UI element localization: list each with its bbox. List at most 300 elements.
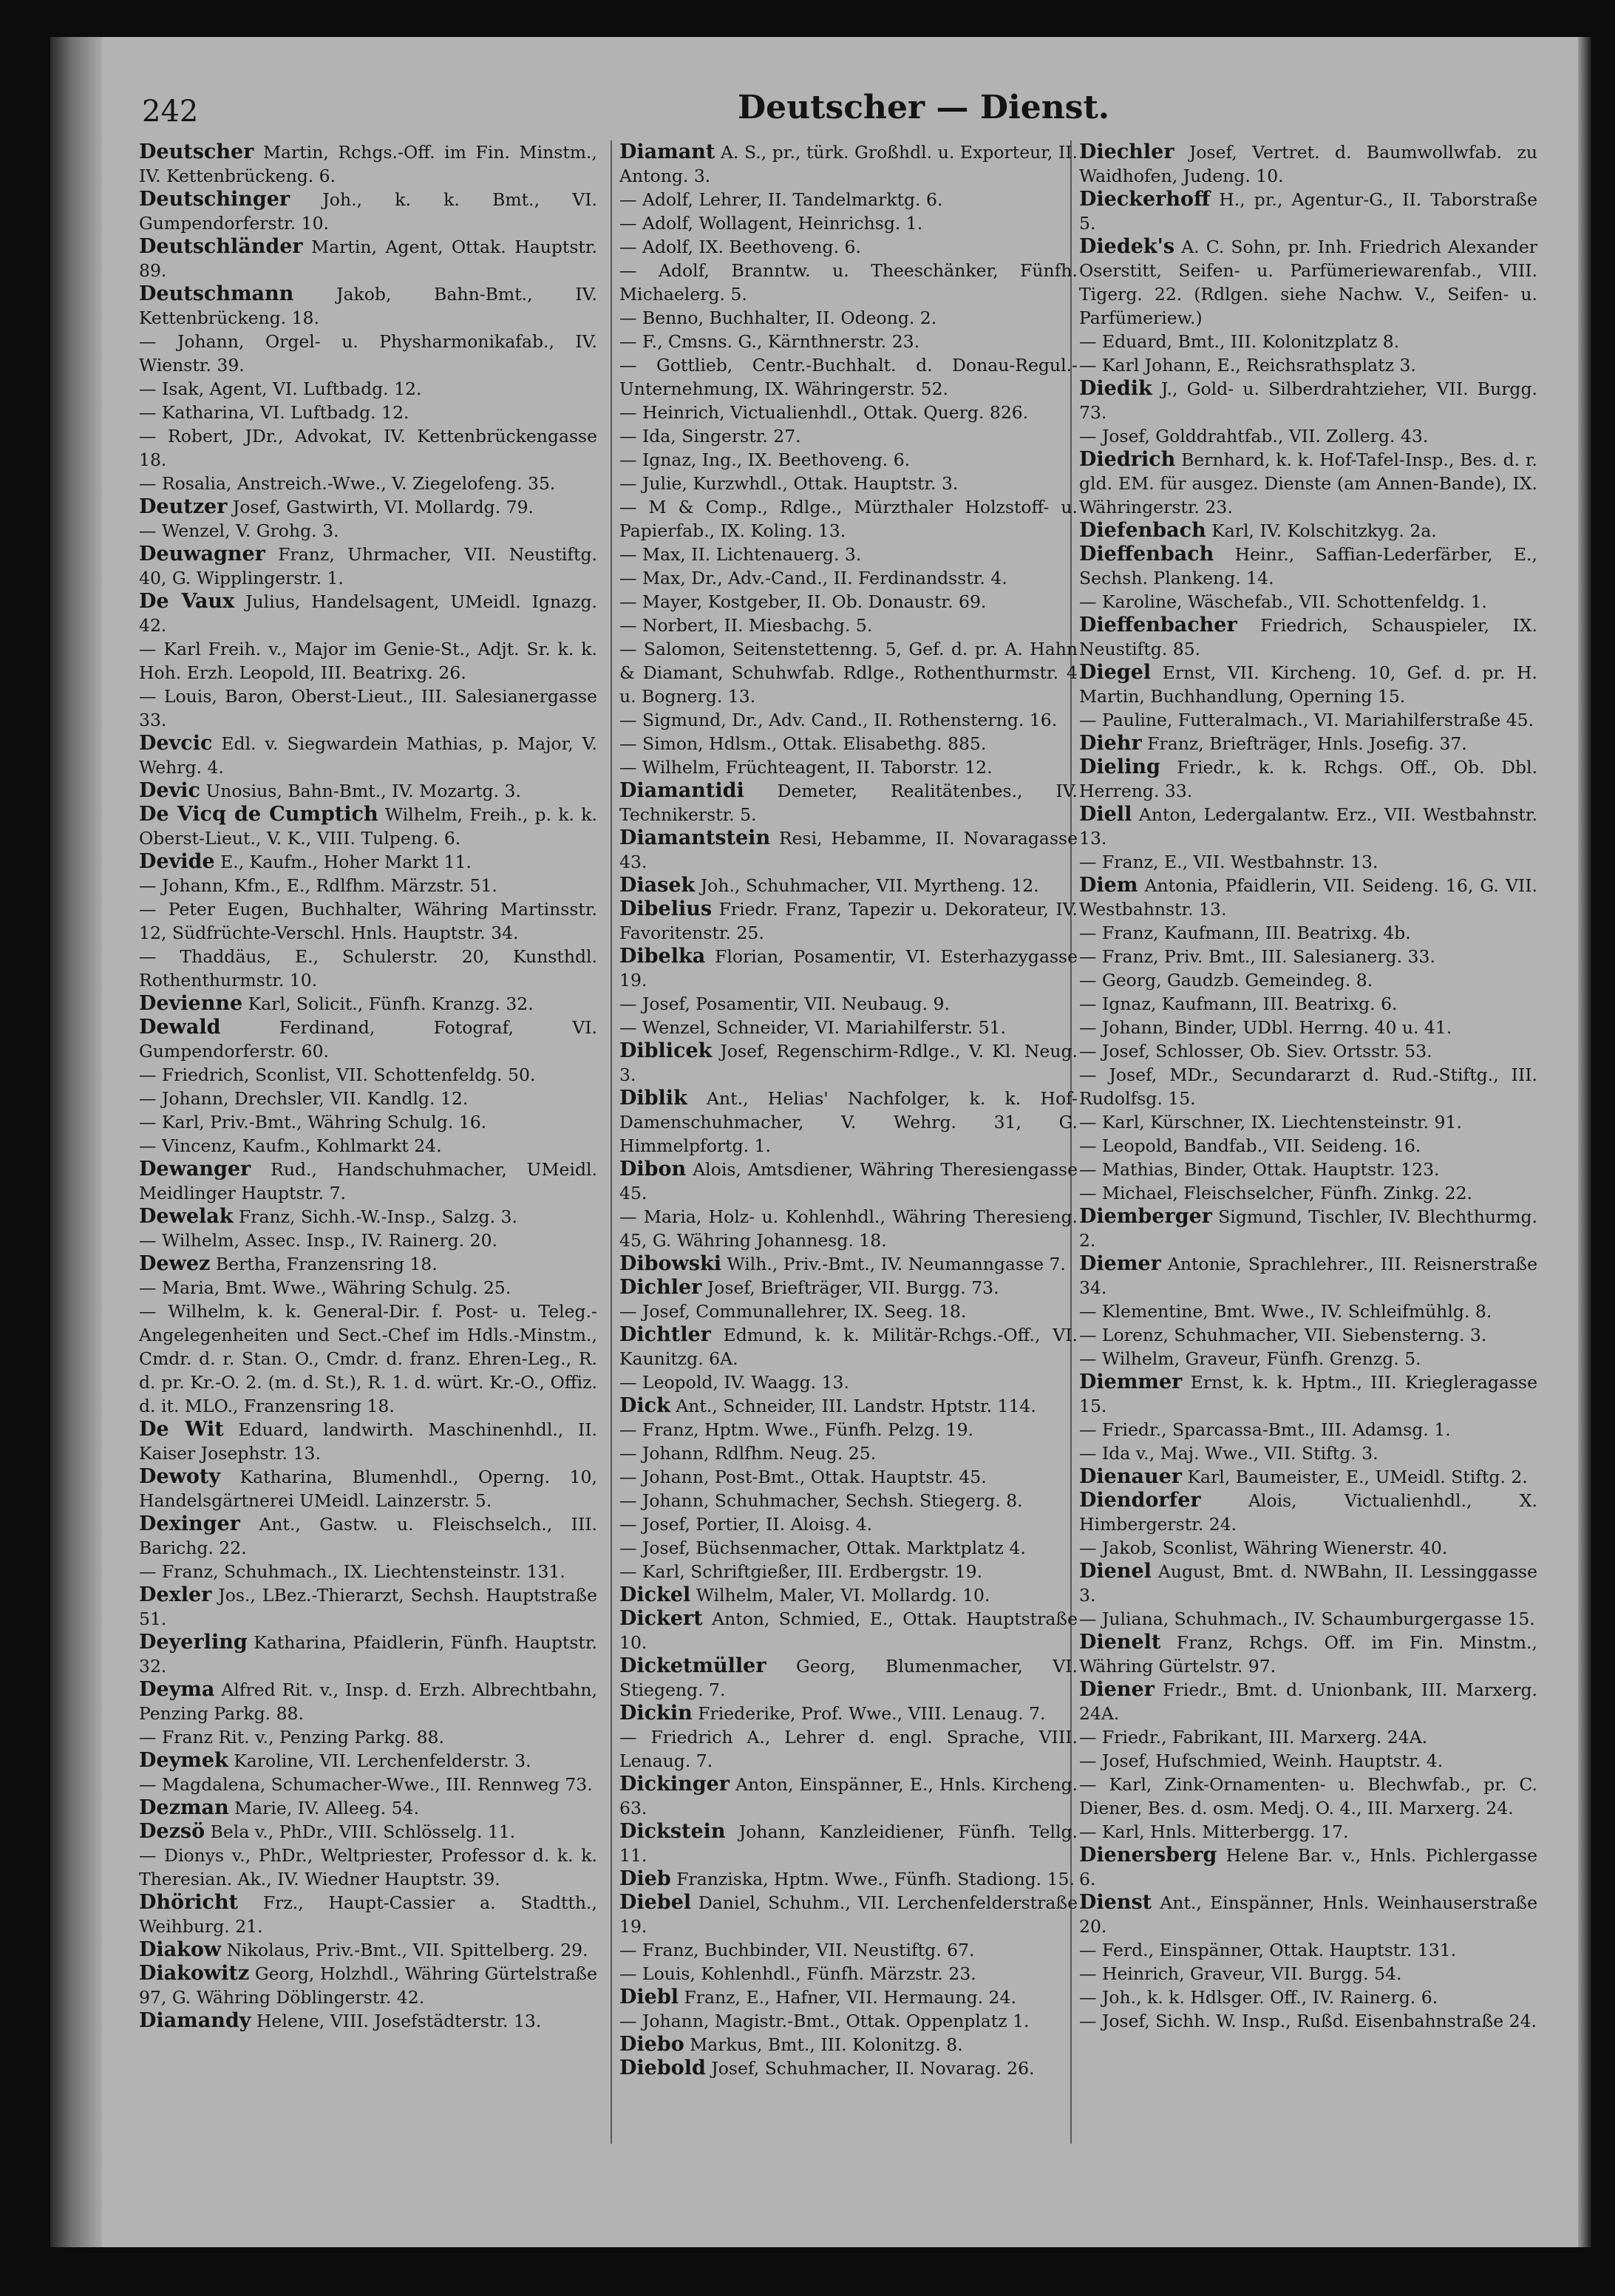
entry-details: Unosius, Bahn-Bmt., IV. Mozartg. 3. bbox=[205, 781, 521, 801]
entry-details: — Josef, Golddrahtfab., VII. Zollerg. 43. bbox=[1079, 426, 1429, 446]
entry-surname: Dienersberg bbox=[1079, 1844, 1217, 1867]
directory-entry bbox=[139, 1465, 597, 1512]
entry-surname: Diemberger bbox=[1079, 1205, 1212, 1228]
entry-surname: Diemer bbox=[1079, 1252, 1161, 1275]
entry-surname: Dibelius bbox=[619, 897, 713, 920]
entry-details: Ferdinand, Fotograf, VI. Gumpendorferstr. 60. bbox=[139, 1017, 597, 1062]
directory-entry bbox=[619, 1867, 1078, 1891]
entry-surname: Dieling bbox=[1079, 755, 1160, 778]
entry-details: Alois, Amtsdiener, Währing Theresiengasse 45. bbox=[619, 1159, 1078, 1203]
entry-details: — Adolf, IX. Beethoveng. 6. bbox=[619, 237, 861, 257]
directory-entry bbox=[619, 732, 1078, 755]
entry-surname: Dewoty bbox=[139, 1465, 221, 1488]
entry-details: Karl, Solicit., Fünfh. Kranzg. 32. bbox=[248, 994, 534, 1014]
directory-entry bbox=[619, 1323, 1078, 1371]
entry-details: — Louis, Kohlenhdl., Fünfh. Märzstr. 23. bbox=[619, 1963, 976, 1984]
entry-details: Daniel, Schuhm., VII. Lerchenfelderstraße 19. bbox=[619, 1892, 1078, 1937]
entry-details: Wilhelm, Maler, VI. Mollardg. 10. bbox=[696, 1585, 990, 1606]
running-title: Deutscher — Dienst. bbox=[738, 89, 1110, 126]
directory-entry bbox=[1079, 921, 1537, 945]
entry-details: — Franz, Schuhmach., IX. Liechtensteinstr. 131. bbox=[139, 1561, 565, 1582]
directory-entry bbox=[1079, 188, 1537, 235]
entry-surname: Devienne bbox=[139, 992, 243, 1015]
directory-entry bbox=[1079, 755, 1537, 803]
directory-entry bbox=[619, 566, 1078, 590]
directory-entry bbox=[619, 1371, 1078, 1394]
directory-entry bbox=[139, 282, 597, 330]
directory-entry bbox=[1079, 1158, 1537, 1181]
entry-details: — Franz, Hptm. Wwe., Fünfh. Pelzg. 19. bbox=[619, 1419, 974, 1440]
entry-details: Eduard, landwirth. Maschinenhdl., II. Kaiser Josephstr. 13. bbox=[139, 1419, 597, 1464]
directory-entry bbox=[139, 1418, 597, 1465]
entry-surname: Dewelak bbox=[139, 1205, 234, 1228]
entry-surname: Dexler bbox=[139, 1583, 212, 1606]
entry-details: — Karl, Zink-Ornamenten- u. Blechwfab., pr. C. Diener, Bes. d. osm. Medj. O. 4., III. Marxerg. 24. bbox=[1079, 1774, 1537, 1818]
directory-entry bbox=[619, 1607, 1078, 1654]
entry-details: — Maria, Bmt. Wwe., Währing Schulg. 25. bbox=[139, 1277, 511, 1298]
directory-entry bbox=[139, 1560, 597, 1583]
entry-surname: Dichler bbox=[619, 1276, 702, 1299]
directory-entry bbox=[1079, 1560, 1537, 1607]
entry-details: Helene Bar. v., Hnls. Pichlergasse 6. bbox=[1079, 1845, 1537, 1889]
entry-details: — Johann, Binder, UDbl. Herrng. 40 u. 41. bbox=[1079, 1017, 1452, 1038]
entry-details: Franz, E., Hafner, VII. Hermaung. 24. bbox=[684, 1987, 1016, 2008]
entry-details: Franz, Sichh.-W.-Insp., Salzg. 3. bbox=[238, 1206, 517, 1227]
entry-surname: Dienel bbox=[1079, 1560, 1152, 1583]
entry-details: Frz., Haupt-Cassier a. Stadtth., Weihburg. 21. bbox=[139, 1892, 597, 1937]
entry-surname: Diefenbach bbox=[1079, 519, 1206, 542]
entry-details: Edl. v. Siegwardein Mathias, p. Major, V. Wehrg. 4. bbox=[139, 733, 597, 778]
directory-entry bbox=[1079, 1725, 1537, 1749]
entry-details: — Adolf, Branntw. u. Theeschänker, Fünfh. Michaelerg. 5. bbox=[619, 260, 1078, 305]
directory-entry bbox=[1079, 1773, 1537, 1820]
directory-entry bbox=[619, 1938, 1078, 1962]
directory-entry bbox=[619, 1252, 1078, 1276]
entry-surname: Deutschmann bbox=[139, 282, 294, 305]
directory-entry bbox=[139, 140, 597, 188]
entry-details: Rud., Handschuhmacher, UMeidl. Meidlinger Hauptstr. 7. bbox=[139, 1159, 597, 1203]
entry-details: Anton, Ledergalantw. Erz., VII. Westbahnstr. 13. bbox=[1079, 804, 1537, 849]
entry-details: — Benno, Buchhalter, II. Odeong. 2. bbox=[619, 308, 937, 328]
entry-details: Ant., Einspänner, Hnls. Weinhauserstraße 20. bbox=[1079, 1892, 1537, 1937]
directory-entry bbox=[619, 1820, 1078, 1867]
directory-entry bbox=[619, 897, 1078, 945]
directory-entry bbox=[1079, 1323, 1537, 1347]
entry-surname: Diell bbox=[1079, 803, 1132, 826]
entry-surname: Dewez bbox=[139, 1252, 211, 1275]
column-1 bbox=[139, 140, 597, 2033]
entry-details: Alois, Victualienhdl., X. Himbergerstr. 24. bbox=[1079, 1490, 1537, 1535]
directory-entry bbox=[1079, 1536, 1537, 1560]
directory-entry bbox=[139, 732, 597, 779]
directory-entry bbox=[139, 1938, 597, 1962]
entry-details: — Jakob, Sconlist, Währing Wienerstr. 40. bbox=[1079, 1538, 1448, 1558]
entry-details: Katharina, Pfaidlerin, Fünfh. Hauptstr. 32. bbox=[139, 1632, 597, 1677]
entry-details: Bertha, Franzensring 18. bbox=[215, 1254, 438, 1274]
directory-entry bbox=[619, 495, 1078, 543]
entry-details: Franz, Briefträger, Hnls. Josefig. 37. bbox=[1147, 733, 1467, 754]
directory-entry bbox=[139, 188, 597, 235]
entry-details: — Karoline, Wäschefab., VII. Schottenfeldg. 1. bbox=[1079, 591, 1487, 612]
entry-surname: De Vaux bbox=[139, 590, 235, 613]
directory-entry bbox=[1079, 424, 1537, 448]
directory-entry bbox=[139, 1134, 597, 1158]
entry-details: — Josef, Portier, II. Aloisg. 4. bbox=[619, 1514, 873, 1535]
directory-entry bbox=[619, 1394, 1078, 1418]
directory-entry bbox=[139, 1110, 597, 1134]
directory-entry bbox=[1079, 1371, 1537, 1418]
entry-surname: Diemmer bbox=[1079, 1371, 1183, 1393]
entry-details: — Franz, Buchbinder, VII. Neustiftg. 67. bbox=[619, 1940, 975, 1960]
entry-details: Katharina, Blumenhdl., Operng. 10, Handelsgärtnerei UMeidl. Lainzerstr. 5. bbox=[139, 1467, 597, 1511]
entry-details: — Josef, Sichh. W. Insp., Rußd. Eisenbahnstraße 24. bbox=[1079, 2011, 1537, 2031]
directory-entry bbox=[1079, 543, 1537, 590]
column-2 bbox=[619, 140, 1078, 2080]
directory-entry bbox=[619, 211, 1078, 235]
directory-entry bbox=[619, 1654, 1078, 1702]
directory-entry bbox=[619, 1276, 1078, 1300]
entry-details: Franz, Rchgs. Off. im Fin. Minstm., Währing Gürtelstr. 97. bbox=[1079, 1632, 1537, 1677]
directory-entry bbox=[1079, 1134, 1537, 1158]
directory-entry bbox=[619, 330, 1078, 353]
entry-details: — Friedr., Sparcassa-Bmt., III. Adamsg. 1. bbox=[1079, 1419, 1451, 1440]
entry-surname: Dick bbox=[619, 1394, 670, 1417]
entry-details: — Wilhelm, Früchteagent, II. Taborstr. 12. bbox=[619, 757, 993, 778]
entry-details: August, Bmt. d. NWBahn, II. Lessinggasse 3. bbox=[1079, 1561, 1537, 1606]
entry-surname: Dewald bbox=[139, 1016, 221, 1039]
entry-details: — Julie, Kurzwhdl., Ottak. Hauptstr. 3. bbox=[619, 473, 959, 494]
directory-entry bbox=[619, 140, 1078, 188]
directory-entry bbox=[619, 259, 1078, 306]
directory-entry bbox=[619, 1512, 1078, 1536]
directory-entry bbox=[1079, 992, 1537, 1016]
book-gutter bbox=[50, 37, 102, 2247]
entry-details: Ernst, VII. Kircheng. 10, Gef. d. pr. H. Martin, Buchhandlung, Operning 15. bbox=[1079, 662, 1537, 707]
entry-details: — Franz, Priv. Bmt., III. Salesianerg. 33. bbox=[1079, 946, 1435, 967]
entry-details: — Franz, E., VII. Westbahnstr. 13. bbox=[1079, 852, 1378, 872]
entry-surname: Dicketmüller bbox=[619, 1654, 766, 1677]
entry-surname: Deutzer bbox=[139, 495, 228, 518]
directory-entry bbox=[1079, 1418, 1537, 1441]
directory-entry bbox=[1079, 1441, 1537, 1465]
entry-details: — Adolf, Wollagent, Heinrichsg. 1. bbox=[619, 213, 923, 234]
entry-details: Anton, Einspänner, E., Hnls. Kircheng. 63. bbox=[619, 1774, 1078, 1818]
entry-details: Wilhelm, Freih., p. k. k. Oberst-Lieut., V. K., VIII. Tulpeng. 6. bbox=[139, 804, 597, 849]
entry-details: — Louis, Baron, Oberst-Lieut., III. Salesianergasse 33. bbox=[139, 686, 597, 730]
directory-entry bbox=[139, 874, 597, 897]
entry-details: — Karl, Hnls. Mitterbergg. 17. bbox=[1079, 1821, 1349, 1842]
directory-entry bbox=[619, 306, 1078, 330]
directory-entry bbox=[139, 1512, 597, 1560]
directory-entry bbox=[619, 2033, 1078, 2056]
entry-surname: Diakowitz bbox=[139, 1962, 250, 1985]
entry-details: — Isak, Agent, VI. Luftbadg. 12. bbox=[139, 378, 422, 399]
entry-details: Friedr., k. k. Rchgs. Off., Ob. Dbl. Herreng. 33. bbox=[1079, 757, 1537, 801]
directory-entry bbox=[1079, 1205, 1537, 1252]
directory-entry bbox=[619, 424, 1078, 448]
entry-surname: Deuwagner bbox=[139, 543, 265, 565]
directory-entry bbox=[619, 945, 1078, 992]
directory-entry bbox=[1079, 1986, 1537, 2009]
directory-entry bbox=[619, 472, 1078, 495]
directory-entry bbox=[139, 803, 597, 850]
entry-surname: Diasek bbox=[619, 874, 696, 897]
directory-entry bbox=[619, 1583, 1078, 1607]
directory-entry bbox=[619, 1891, 1078, 1938]
directory-entry bbox=[139, 945, 597, 992]
entry-details: Marie, IV. Alleeg. 54. bbox=[234, 1798, 420, 1818]
directory-entry bbox=[1079, 1631, 1537, 1678]
entry-details: — Johann, Drechsler, VII. Kandlg. 12. bbox=[139, 1088, 469, 1109]
directory-entry bbox=[1079, 1252, 1537, 1300]
entry-surname: Dibowski bbox=[619, 1252, 721, 1275]
directory-entry bbox=[619, 1300, 1078, 1323]
directory-entry bbox=[139, 401, 597, 424]
directory-entry bbox=[139, 377, 597, 401]
entry-details: Antonie, Sprachlehrer., III. Reisnerstraße 34. bbox=[1079, 1254, 1537, 1298]
entry-details: — Karl, Kürschner, IX. Liechtensteinstr. 91. bbox=[1079, 1112, 1462, 1132]
entry-surname: Diener bbox=[1079, 1678, 1155, 1701]
entry-surname: Diegel bbox=[1079, 661, 1152, 684]
directory-entry bbox=[1079, 1465, 1537, 1489]
entry-surname: Dexinger bbox=[139, 1512, 240, 1535]
entry-details: Franz, Uhrmacher, VII. Neustiftg. 40, G. Wipplingerstr. 1. bbox=[139, 544, 597, 588]
entry-details: — F., Cmsns. G., Kärnthnerstr. 23. bbox=[619, 331, 920, 352]
entry-details: Josef, Schuhmacher, II. Novarag. 26. bbox=[711, 2058, 1035, 2079]
directory-entry bbox=[619, 1418, 1078, 1441]
entry-details: Heinr., Saffian-Lederfärber, E., Sechsh. Plankeng. 14. bbox=[1079, 544, 1537, 588]
entry-details: Sigmund, Tischler, IV. Blechthurmg. 2. bbox=[1079, 1206, 1537, 1251]
entry-surname: Diechler bbox=[1079, 140, 1174, 163]
entry-details: — Salomon, Seitenstettenng. 5, Gef. d. pr. A. Hahn & Diamant, Schuhwfab. Rdlge., Rothenthurmstr. 4 u. Bognerg. 13. bbox=[619, 639, 1078, 707]
entry-surname: Dibon bbox=[619, 1158, 687, 1181]
directory-entry bbox=[1079, 803, 1537, 850]
entry-surname: Diamant bbox=[619, 140, 715, 163]
entry-surname: Devide bbox=[139, 850, 215, 873]
entry-details: Resi, Hebamme, II. Novaragasse 43. bbox=[619, 828, 1078, 872]
directory-entry bbox=[1079, 590, 1537, 614]
directory-page bbox=[50, 37, 1591, 2247]
directory-entry bbox=[139, 590, 597, 637]
directory-entry bbox=[139, 685, 597, 732]
entry-details: Friederike, Prof. Wwe., VIII. Lenaug. 7. bbox=[698, 1703, 1046, 1724]
directory-entry bbox=[619, 1158, 1078, 1205]
entry-details: — Wenzel, V. Grohg. 3. bbox=[139, 520, 339, 541]
directory-entry bbox=[619, 1986, 1078, 2009]
entry-surname: Diblicek bbox=[619, 1039, 713, 1062]
entry-details: Ant., Schneider, III. Landstr. Hptstr. 114. bbox=[676, 1396, 1036, 1416]
entry-surname: Dichtler bbox=[619, 1323, 711, 1346]
entry-details: A. S., pr., türk. Großhdl. u. Exporteur, II. Antong. 3. bbox=[619, 142, 1078, 186]
entry-details: — Klementine, Bmt. Wwe., IV. Schleifmühlg. 8. bbox=[1079, 1301, 1492, 1322]
entry-details: — Georg, Gaudzb. Gemeindeg. 8. bbox=[1079, 970, 1373, 991]
entry-details: — Peter Eugen, Buchhalter, Währing Martinsstr. 12, Südfrüchte-Verschl. Hnls. Hauptstr. 34. bbox=[139, 899, 597, 943]
entry-surname: Deutschinger bbox=[139, 188, 290, 211]
directory-entry bbox=[139, 495, 597, 519]
column-divider bbox=[611, 140, 612, 2144]
entry-details: Martin, Agent, Ottak. Hauptstr. 89. bbox=[139, 237, 597, 281]
entry-details: Demeter, Realitätenbes., IV. Technikerstr. 5. bbox=[619, 781, 1078, 825]
directory-entry bbox=[619, 1087, 1078, 1158]
entry-surname: Diebold bbox=[619, 2056, 706, 2079]
entry-surname: Dieckerhoff bbox=[1079, 188, 1211, 211]
directory-entry bbox=[139, 1962, 597, 2009]
entry-details: — Josef, Büchsenmacher, Ottak. Marktplatz 4. bbox=[619, 1538, 1026, 1558]
entry-surname: Diamantstein bbox=[619, 826, 771, 849]
directory-entry bbox=[619, 1773, 1078, 1820]
directory-entry bbox=[1079, 1938, 1537, 1962]
entry-surname: Diedek's bbox=[1079, 235, 1175, 258]
column-3 bbox=[1079, 140, 1537, 2033]
entry-details: — Johann, Kfm., E., Rdlfhm. Märzstr. 51. bbox=[139, 875, 497, 896]
entry-details: Florian, Posamentir, VI. Esterhazygasse 19. bbox=[619, 946, 1078, 991]
directory-entry bbox=[1079, 968, 1537, 992]
entry-details: — Ignaz, Ing., IX. Beethoveng. 6. bbox=[619, 449, 911, 470]
directory-entry bbox=[619, 353, 1078, 401]
entry-surname: Dickstein bbox=[619, 1820, 726, 1843]
entry-details: Karl, Baumeister, E., UMeidl. Stiftg. 2. bbox=[1187, 1467, 1528, 1487]
entry-details: Julius, Handelsagent, UMeidl. Ignazg. 42. bbox=[139, 591, 597, 636]
entry-surname: Dieb bbox=[619, 1867, 671, 1890]
directory-entry bbox=[619, 1962, 1078, 1986]
entry-details: Karl, IV. Kolschitzkyg. 2a. bbox=[1211, 520, 1437, 541]
entry-details: Edmund, k. k. Militär-Rchgs.-Off., VI. Kaunitzg. 6A. bbox=[619, 1325, 1078, 1369]
directory-entry bbox=[1079, 519, 1537, 543]
directory-entry bbox=[1079, 1110, 1537, 1134]
directory-entry bbox=[1079, 140, 1537, 188]
directory-entry bbox=[619, 235, 1078, 259]
directory-entry bbox=[139, 1229, 597, 1252]
entry-surname: De Vicq de Cumptich bbox=[139, 803, 378, 826]
entry-details: Georg, Holzhdl., Währing Gürtelstraße 97, G. Währing Döblingerstr. 42. bbox=[139, 1963, 597, 2008]
directory-entry bbox=[139, 1252, 597, 1276]
directory-entry bbox=[619, 1560, 1078, 1583]
entry-details: — Karl, Schriftgießer, III. Erdbergstr. 19. bbox=[619, 1561, 983, 1582]
entry-details: E., Kaufm., Hoher Markt 11. bbox=[220, 852, 472, 872]
directory-entry bbox=[1079, 732, 1537, 755]
entry-details: Josef, Gastwirth, VI. Mollardg. 79. bbox=[232, 497, 534, 517]
entry-surname: Diamantidi bbox=[619, 779, 744, 802]
directory-entry bbox=[139, 1016, 597, 1063]
entry-surname: Deutschländer bbox=[139, 235, 303, 258]
entry-details: — Franz Rit. v., Penzing Parkg. 88. bbox=[139, 1727, 444, 1748]
entry-details: Joh., k. k. Bmt., VI. Gumpendorferstr. 10. bbox=[139, 189, 597, 234]
directory-entry bbox=[139, 1725, 597, 1749]
directory-entry bbox=[619, 755, 1078, 779]
directory-entry bbox=[139, 1063, 597, 1087]
directory-entry bbox=[619, 401, 1078, 424]
directory-entry bbox=[1079, 874, 1537, 921]
directory-entry bbox=[1079, 330, 1537, 353]
directory-entry bbox=[1079, 235, 1537, 330]
entry-details: — Thaddäus, E., Schulerstr. 20, Kunsthdl. Rothenthurmstr. 10. bbox=[139, 946, 597, 991]
entry-surname: Dibelka bbox=[619, 945, 706, 968]
directory-entry bbox=[1079, 945, 1537, 968]
directory-entry bbox=[1079, 353, 1537, 377]
entry-details: — Katharina, VI. Luftbadg. 12. bbox=[139, 402, 409, 423]
entry-details: Friedr., Bmt. d. Unionbank, III. Marxerg. 24A. bbox=[1079, 1679, 1537, 1724]
entry-details: — Adolf, Lehrer, II. Tandelmarktg. 6. bbox=[619, 189, 943, 210]
entry-surname: Deyma bbox=[139, 1678, 215, 1701]
directory-entry bbox=[1079, 1347, 1537, 1371]
entry-surname: Dienst bbox=[1079, 1891, 1152, 1914]
entry-details: — Sigmund, Dr., Adv. Cand., II. Rothensterng. 16. bbox=[619, 710, 1058, 730]
entry-details: — Magdalena, Schumacher-Wwe., III. Rennweg 73. bbox=[139, 1774, 593, 1795]
directory-entry bbox=[139, 1631, 597, 1678]
directory-entry bbox=[139, 1087, 597, 1110]
entry-surname: Dickel bbox=[619, 1583, 691, 1606]
directory-entry bbox=[139, 779, 597, 803]
entry-details: — Joh., k. k. Hdlsger. Off., IV. Rainerg. 6. bbox=[1079, 1987, 1438, 2008]
entry-details: Helene, VIII. Josefstädterstr. 13. bbox=[256, 2011, 542, 2031]
entry-details: — Johann, Rdlfhm. Neug. 25. bbox=[619, 1443, 877, 1464]
entry-details: — Wilhelm, Graveur, Fünfh. Grenzg. 5. bbox=[1079, 1348, 1421, 1369]
directory-entry bbox=[619, 1489, 1078, 1512]
entry-surname: Deyerling bbox=[139, 1631, 248, 1654]
entry-details: Bernhard, k. k. Hof-Tafel-Insp., Bes. d. r. gld. EM. für ausgez. Dienste (am Annen-Bande), IX. Währingerstr. 23. bbox=[1079, 449, 1537, 517]
entry-details: — Karl Johann, E., Reichsrathsplatz 3. bbox=[1079, 355, 1416, 376]
entry-details: — Max, Dr., Adv.-Cand., II. Ferdinandsstr. 4. bbox=[619, 568, 1007, 588]
entry-details: — Johann, Post-Bmt., Ottak. Hauptstr. 45. bbox=[619, 1467, 987, 1487]
directory-entry bbox=[139, 1205, 597, 1229]
entry-details: J., Gold- u. Silberdrahtzieher, VII. Burgg. 73. bbox=[1079, 378, 1537, 423]
entry-details: Antonia, Pfaidlerin, VII. Seideng. 16, G. VII. Westbahnstr. 13. bbox=[1079, 875, 1537, 920]
directory-entry bbox=[139, 1300, 597, 1418]
directory-entry bbox=[139, 1583, 597, 1631]
entry-details: Johann, Kanzleidiener, Fünfh. Tellg. 11. bbox=[619, 1821, 1078, 1866]
entry-details: — Gottlieb, Centr.-Buchhalt. d. Donau-Regul.-Unternehmung, IX. Währingerstr. 52. bbox=[619, 355, 1078, 399]
entry-details: — Juliana, Schuhmach., IV. Schaumburgergasse 15. bbox=[1079, 1609, 1535, 1629]
directory-entry bbox=[139, 1749, 597, 1773]
entry-surname: Dickert bbox=[619, 1607, 703, 1630]
directory-entry bbox=[619, 590, 1078, 614]
entry-details: — Josef, Communallehrer, IX. Seeg. 18. bbox=[619, 1301, 967, 1322]
entry-details: — Mathias, Binder, Ottak. Hauptstr. 123. bbox=[1079, 1159, 1440, 1180]
entry-surname: Diehr bbox=[1079, 732, 1142, 755]
entry-details: — Karl Freih. v., Major im Genie-St., Adjt. Sr. k. k. Hoh. Erzh. Leopold, III. Beatrixg. 26. bbox=[139, 639, 597, 683]
entry-details: Markus, Bmt., III. Kolonitzg. 8. bbox=[690, 2034, 963, 2055]
entry-surname: Dickin bbox=[619, 1702, 693, 1725]
directory-entry bbox=[1079, 614, 1537, 661]
directory-entry bbox=[139, 235, 597, 282]
entry-details: — Mayer, Kostgeber, II. Ob. Donaustr. 69. bbox=[619, 591, 987, 612]
entry-details: — Heinrich, Graveur, VII. Burgg. 54. bbox=[1079, 1963, 1402, 1984]
directory-entry bbox=[1079, 708, 1537, 732]
entry-details: — Johann, Schuhmacher, Sechsh. Stiegerg. 8. bbox=[619, 1490, 1023, 1511]
directory-entry bbox=[139, 519, 597, 543]
directory-entry bbox=[619, 1039, 1078, 1087]
directory-entry bbox=[619, 826, 1078, 874]
directory-entry bbox=[619, 2009, 1078, 2033]
entry-details: — Lorenz, Schuhmacher, VII. Siebensterng. 3. bbox=[1079, 1325, 1487, 1345]
entry-details: Wilh., Priv.-Bmt., IV. Neumanngasse 7. bbox=[727, 1254, 1066, 1274]
entry-details: — Heinrich, Victualienhdl., Ottak. Querg. 826. bbox=[619, 402, 1029, 423]
directory-entry bbox=[1079, 1962, 1537, 1986]
entry-details: Alfred Rit. v., Insp. d. Erzh. Albrechtbahn, Penzing Parkg. 88. bbox=[139, 1679, 597, 1724]
entry-details: Jakob, Bahn-Bmt., IV. Kettenbrückeng. 18. bbox=[139, 284, 597, 328]
entry-surname: Diem bbox=[1079, 874, 1138, 897]
directory-entry bbox=[619, 1536, 1078, 1560]
entry-details: Josef, Vertret. d. Baumwollwfab. zu Waidhofen, Judeng. 10. bbox=[1079, 142, 1537, 186]
directory-entry bbox=[1079, 2009, 1537, 2033]
directory-entry bbox=[139, 1844, 597, 1891]
entry-surname: Diebel bbox=[619, 1891, 692, 1914]
directory-entry bbox=[1079, 1016, 1537, 1039]
entry-details: — Friedrich, Sconlist, VII. Schottenfeldg. 50. bbox=[139, 1064, 536, 1085]
page-number: 242 bbox=[142, 95, 199, 129]
directory-entry bbox=[619, 448, 1078, 472]
directory-entry bbox=[139, 1158, 597, 1205]
